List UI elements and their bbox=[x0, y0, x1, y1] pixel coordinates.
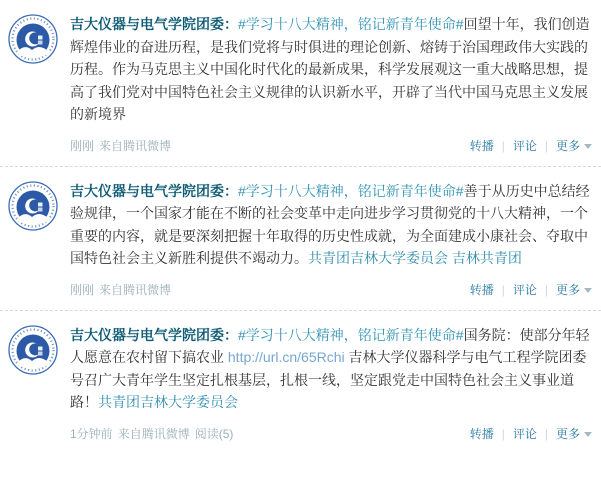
university-seal-icon bbox=[8, 325, 58, 375]
more-button[interactable]: 更多 bbox=[556, 139, 592, 153]
action-divider: | bbox=[544, 138, 548, 153]
hashtag-link[interactable]: #学习十八大精神，铭记新青年使命# bbox=[238, 182, 464, 199]
post-text: 吉林大学仪器科学与电气工程学院团委号召广大青年学生坚定扎根基层，扎根一线，坚定跟党走中国特色社会主义事业道路！ bbox=[70, 349, 587, 410]
mention-link-jlu-committee[interactable]: 共青团吉林大学委员会 bbox=[98, 394, 238, 410]
author-link[interactable]: 吉大仪器与电气学院团委： bbox=[70, 326, 238, 343]
post-footer bbox=[70, 281, 592, 298]
post bbox=[0, 167, 601, 311]
timestamp: 刚刚 bbox=[70, 138, 95, 153]
repost-button[interactable]: 转播 bbox=[469, 282, 494, 297]
post bbox=[0, 0, 601, 167]
post-meta bbox=[70, 425, 238, 442]
comment-button[interactable]: 评论 bbox=[512, 426, 537, 441]
avatar[interactable] bbox=[8, 181, 58, 231]
author-link[interactable]: 吉大仪器与电气学院团委： bbox=[70, 16, 238, 32]
more-button[interactable]: 更多 bbox=[556, 427, 592, 441]
post-meta bbox=[70, 137, 176, 154]
action-divider: | bbox=[501, 138, 505, 153]
repost-button[interactable]: 转播 bbox=[469, 138, 494, 153]
action-divider: | bbox=[501, 426, 505, 441]
comment-button[interactable]: 评论 bbox=[512, 138, 537, 153]
chevron-down-icon bbox=[584, 288, 592, 293]
read-count: 阅读(5) bbox=[194, 426, 234, 441]
post-text: 国务院：使部分年轻人愿意在农村留下搞农业 bbox=[70, 326, 590, 365]
post-actions bbox=[470, 281, 592, 298]
chevron-down-icon bbox=[584, 432, 592, 437]
post-text: 回望十年，我们创造辉煌伟业的奋进历程，是我们党将与时俱进的理论创新、熔铸于治国理政伟大实践的历程。作为马克思主义中国化时代化的最新成果，科学发展观这一重大战略思想，提高了我们党对中国特色社会主义规律的认识新水平，开辟了当代中国马克思主义发展的新境界 bbox=[70, 16, 590, 122]
post-footer bbox=[70, 137, 592, 154]
author-link[interactable]: 吉大仪器与电气学院团委： bbox=[70, 182, 238, 199]
post-source: 来自腾讯微博 bbox=[99, 138, 172, 153]
more-button[interactable]: 更多 bbox=[556, 283, 592, 297]
post-text: 善于从历史中总结经验规律，一个国家才能在不断的社会变革中走向进步学习贯彻党的十八大精神，一个重要的内容，就是要深刻把握十年取得的历史性成就，为全面建成小康社会、夺取中国特色社会主义新胜利提供不竭动力。 bbox=[70, 182, 590, 266]
post-actions bbox=[470, 137, 592, 154]
mention-link-jlu-committee[interactable]: 共青团吉林大学委员会 bbox=[308, 250, 448, 266]
action-divider: | bbox=[501, 282, 505, 297]
post-content bbox=[70, 13, 592, 126]
hashtag-link[interactable]: #学习十八大精神，铭记新青年使命# bbox=[238, 16, 464, 32]
university-seal-icon bbox=[8, 14, 58, 64]
mention-link-jilin-league[interactable]: 吉林共青团 bbox=[451, 250, 522, 266]
timestamp: 1分钟前 bbox=[70, 426, 113, 441]
action-divider: | bbox=[544, 426, 548, 441]
post-source: 来自腾讯微博 bbox=[99, 282, 172, 297]
avatar[interactable] bbox=[8, 14, 58, 64]
short-url-link[interactable]: http://url.cn/65Rchi bbox=[227, 349, 345, 365]
university-seal-icon bbox=[8, 181, 58, 231]
chevron-down-icon bbox=[584, 144, 592, 149]
repost-button[interactable]: 转播 bbox=[469, 426, 494, 441]
hashtag-link[interactable]: #学习十八大精神，铭记新青年使命# bbox=[238, 326, 464, 343]
post-content bbox=[70, 324, 592, 414]
action-divider: | bbox=[544, 282, 548, 297]
post-source: 来自腾讯微博 bbox=[117, 426, 190, 441]
timestamp: 刚刚 bbox=[70, 282, 95, 297]
post bbox=[0, 311, 601, 454]
post-actions bbox=[470, 425, 592, 442]
post-meta bbox=[70, 281, 176, 298]
post-footer bbox=[70, 425, 592, 442]
avatar[interactable] bbox=[8, 325, 58, 375]
comment-button[interactable]: 评论 bbox=[512, 282, 537, 297]
post-content bbox=[70, 180, 592, 270]
